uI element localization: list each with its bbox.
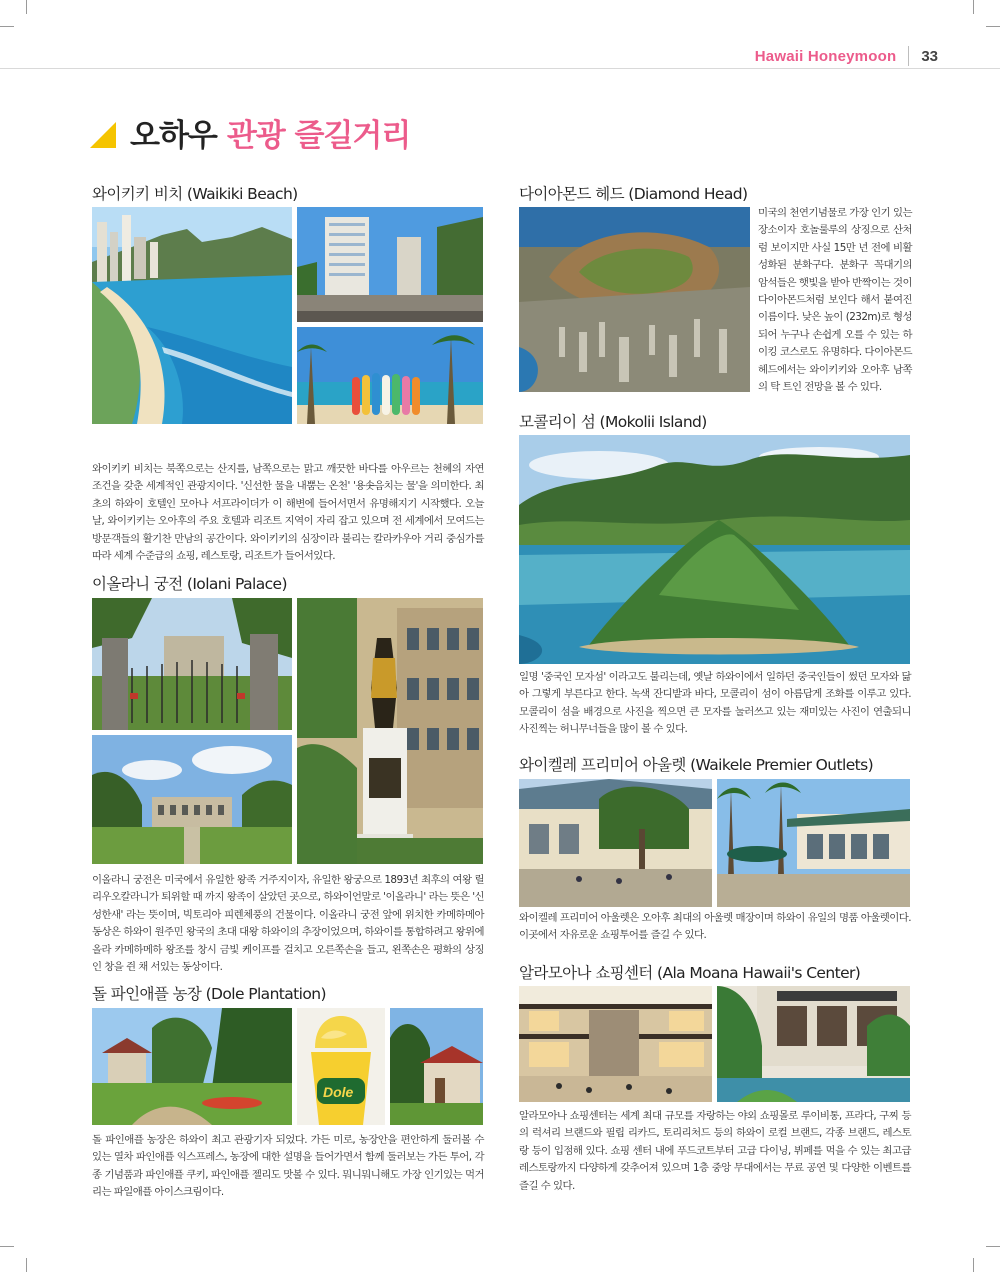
crop-mark-bottom-right-h [986, 1246, 1000, 1247]
photo-diamond-head-aerial [519, 207, 750, 392]
photo-iolani-palace-lawn [92, 735, 292, 864]
photo-waikiki-street-hotel [297, 207, 483, 322]
section-body-waikiki: 와이키키 비치는 북쪽으로는 산지를, 남쪽으로는 맑고 깨끗한 바다를 아우르는 천혜의 자연 조건을 갖춘 세계적인 관광지이다. '신선한 물을 내뿜는 온천' '용솟음치는 물'을 의미한다. 최초의 하와이 호텔인 모아나 서프라이더가 이 해변에 들어서면서 유명해지기 시작했다. 오늘날, 와이키키는 오아후의 주요 호텔과 리조트 지역이 자리 잡고 있으며 전 세계에서 모여드는 방문객들의 활기찬 만남의 공간이다. 와이키키의 심장이라 불리는 칼라카우아 거리 중심가를 따라 세계 수준급의 쇼핑, 레스토랑, 리조트가 들어서있다. [92, 463, 484, 563]
photo-kamehameha-statue [297, 598, 483, 864]
section-dole [92, 982, 484, 1004]
section-mokolii [519, 410, 911, 432]
crop-mark-top-left [26, 0, 27, 14]
section-heading-iolani: 이올라니 궁전 (Iolani Palace) [92, 575, 287, 593]
photo-dole-gazebo-garden [92, 1008, 292, 1125]
cup-label: Dole [323, 1084, 354, 1100]
photo-dole-plantation-building [390, 1008, 483, 1125]
page-number: 33 [921, 47, 938, 65]
section-body-alamoana: 알라모아나 쇼핑센터는 세계 최대 규모를 자랑하는 야외 쇼핑몰로 루이비통, 프라다, 구찌 등의 럭셔리 브랜드와 필립 리카드, 토리리처드 등의 하와이 로컬 브랜드, 각종 브랜드, 레스토랑 등이 입점해 있다. 쇼핑 센터 내에 푸드코트부터 고급 다이닝, 뷔페를 먹을 수 있는 최고급 레스토랑까지 다양하게 갖추어져 있으며 1층 중앙 무대에서는 무료 공연 및 다양한 이벤트를 즐길 수 있다. [519, 1110, 911, 1192]
triangle-marker-icon [90, 122, 116, 148]
section-body-iolani: 이올라니 궁전은 미국에서 유일한 왕족 거주지이자, 유일한 왕궁으로 1893년 최후의 여왕 릴리우오칼라니가 퇴위할 때 까지 왕족이 살았던 곳으로, 하와이언말로 '이올라니' 라는 뜻은 '신성한새' 라는 뜻이며, 빅토리아 피렌체풍의 건물이다. 이올라니 궁전 앞에 위치한 카메하메아 동상은 하와이 원주민 왕국의 초대 대왕 하와이의 추장이었으며, 하와이를 통합하려고 왕위에 올라 카메하메하 왕조를 창시 금빛 케이프를 걸치고 오른쪽손을 들고, 왼쪽손은 평화의 상징인 창을 쥔 채 서있는 동상이다. [92, 874, 484, 974]
header-divider [908, 46, 909, 66]
header-rule [0, 68, 1000, 69]
photo-waikiki-beach-aerial [92, 207, 292, 424]
section-waikiki [92, 182, 484, 204]
section-heading-diamond: 다이아몬드 헤드 (Diamond Head) [519, 185, 748, 203]
section-heading-mokolii: 모콜리이 섬 (Mokolii Island) [519, 413, 707, 431]
section-heading-waikiki: 와이키키 비치 (Waikiki Beach) [92, 185, 298, 203]
section-body-mokolii: 일명 '중국인 모자섬' 이라고도 불리는데, 옛날 하와이에서 일하던 중국인들이 썼던 모자와 닮아 그렇게 부른다고 한다. 녹색 잔디밭과 바다, 모콜리이 섬이 아름답게 조화를 이루고 있다. 모콜리이 섬을 배경으로 사진을 찍으면 큰 모자를 눌러쓰고 있는 재미있는 사진이 연출되니 사진찍는 허니무너들을 많이 볼 수 있다. [519, 671, 911, 736]
photo-iolani-palace-gate [92, 598, 292, 730]
section-body-dole: 돌 파인애플 농장은 하와이 최고 관광기자 되었다. 가든 미로, 농장안을 편안하게 둘러볼 수 있는 열차 파인애플 익스프레스, 농장에 대한 설명을 들어가면서 함께 둘러보는 가든 투어, 각종 기념품과 파인애플 쿠키, 파인애플 젤리도 맛볼 수 있다. 뭐니뭐니해도 가장 인기있는 먹거리는 파일애플 아이스크림이다. [92, 1134, 484, 1199]
photo-waikele-outlet-plaza [519, 779, 712, 907]
section-diamond [519, 182, 911, 204]
page-title [90, 110, 410, 154]
section-body-diamond: 미국의 천연기념물로 가장 인기 있는 장소이자 호놀룰루의 상징으로 산처럼 보이지만 사실 15만 년 전에 비활성화된 분화구다. 분화구 꼭대기의 암석들은 햇빛을 받아 반짝이는 것이 다이아몬드처럼 보인다 해서 붙여진 이름이다. 낮은 높이 (232m)로 형성되어 누구나 손쉽게 오를 수 있는 하이킹 코스로도 유명하다. 다이아몬드 헤드에서는 와이키키와 오아후 남쪽의 탁 트인 전망을 볼 수 있다. [758, 207, 912, 394]
section-iolani [92, 572, 484, 594]
running-title: Hawaii Honeymoon [754, 47, 897, 65]
photo-waikiki-surfboards [297, 327, 483, 424]
photo-dole-whip-ice-cream [297, 1008, 385, 1125]
photo-alamoana-interior [519, 986, 712, 1102]
section-heading-alamoana: 알라모아나 쇼핑센터 (Ala Moana Hawaii's Center) [519, 964, 861, 982]
photo-waikele-shopfront [717, 779, 910, 907]
page-title-accent: 관광 즐길거리 [226, 117, 411, 154]
section-alamoana [519, 961, 911, 983]
section-body-waikele: 와이켈레 프리미어 아울렛은 오아후 최대의 아울렛 매장이며 하와이 유일의 명품 아울렛이다. 이곳에서 자유로운 쇼핑투어를 즐길 수 있다. [519, 912, 911, 942]
page-title-main: 오하우 [130, 117, 217, 154]
crop-mark-top-left-h [0, 26, 14, 27]
crop-mark-top-right [973, 0, 974, 14]
section-waikele [519, 753, 911, 775]
section-heading-waikele: 와이켈레 프리미어 아울렛 (Waikele Premier Outlets) [519, 756, 874, 774]
photo-mokolii-island [519, 435, 910, 664]
crop-mark-bottom-left [26, 1258, 27, 1272]
running-header [755, 46, 938, 66]
crop-mark-bottom-left-h [0, 1246, 14, 1247]
photo-alamoana-outdoor-court [717, 986, 910, 1102]
crop-mark-top-right-h [986, 26, 1000, 27]
crop-mark-bottom-right [973, 1258, 974, 1272]
section-heading-dole: 돌 파인애플 농장 (Dole Plantation) [92, 985, 326, 1003]
